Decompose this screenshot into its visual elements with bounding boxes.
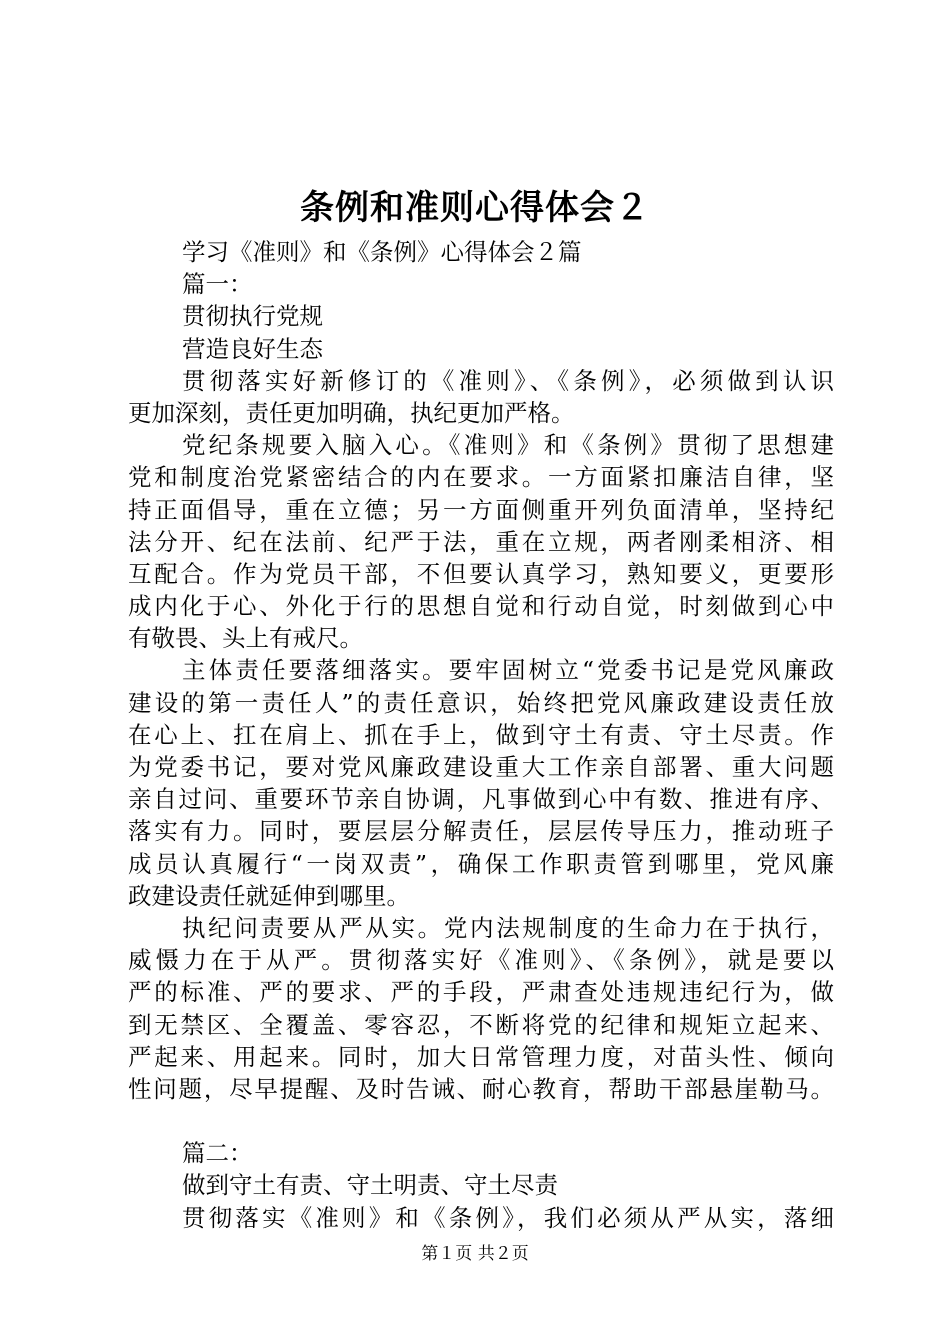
document-body xyxy=(128,236,834,1234)
page-footer: 第１页 共２页 xyxy=(421,1244,529,1264)
text-line: 营造良好生态 xyxy=(182,334,323,363)
text-line: 学习《准则》和《条例》心得体会２篇 xyxy=(182,238,582,266)
text-line: 执纪问责要从严从实。党内法规制度的生命力在于执行， xyxy=(182,913,834,942)
text-line: 成内化于心、外化于行的思想自觉和行动自觉，时刻做到心中 xyxy=(128,592,834,621)
text-line: 党纪条规要入脑入心。《准则》和《条例》贯彻了思想建 xyxy=(182,431,834,460)
text-line: 法分开、纪在法前、纪严于法，重在立规，两者刚柔相济、相 xyxy=(128,527,834,556)
text-line: 主体责任要落细落实。要牢固树立“党委书记是党风廉政 xyxy=(182,656,834,685)
text-line: 做到守土有责、守土明责、守土尽责 xyxy=(182,1171,558,1200)
text-line: 贯彻落实《准则》和《条例》，我们必须从严从实，落细 xyxy=(182,1203,834,1232)
text-line: 政建设责任就延伸到哪里。 xyxy=(128,881,410,910)
paragraph-gap xyxy=(128,1105,834,1137)
text-line: 成员认真履行“一岗双责”，确保工作职责管到哪里，党风廉 xyxy=(128,849,834,878)
text-line: 建设的第一责任人”的责任意识，始终把党风廉政建设责任放 xyxy=(128,688,834,717)
text-line: 更加深刻，责任更加明确，执纪更加严格。 xyxy=(128,398,575,427)
text-line: 持正面倡导，重在立德；另一方面侧重开列负面清单，坚持纪 xyxy=(128,495,834,524)
text-line: 互配合。作为党员干部，不但要认真学习，熟知要义，更要形 xyxy=(128,559,834,588)
text-line: 篇一： xyxy=(182,270,253,299)
text-line: 落实有力。同时，要层层分解责任，层层传导压力，推动班子 xyxy=(128,817,834,846)
text-line: 党和制度治党紧密结合的内在要求。一方面紧扣廉洁自律，坚 xyxy=(128,463,834,492)
text-line: 性问题，尽早提醒、及时告诫、耐心教育，帮助干部悬崖勒马。 xyxy=(128,1074,834,1103)
text-line: 严的标准、严的要求、严的手段，严肃查处违规违纪行为，做 xyxy=(128,978,834,1007)
text-line: 到无禁区、全覆盖、零容忍，不断将党的纪律和规矩立起来、 xyxy=(128,1010,834,1039)
text-line: 为党委书记，要对党风廉政建设重大工作亲自部署、重大问题 xyxy=(128,753,834,781)
text-line: 有敬畏、头上有戒尺。 xyxy=(128,624,363,653)
text-line: 在心上、扛在肩上、抓在手上，做到守土有责、守土尽责。作 xyxy=(128,720,834,749)
text-line: 贯彻落实好新修订的《准则》、《条例》，必须做到认识 xyxy=(182,366,834,395)
text-line: 严起来、用起来。同时，加大日常管理力度，对苗头性、倾向 xyxy=(128,1042,834,1071)
text-line: 亲自过问、重要环节亲自协调，凡事做到心中有数、推进有序、 xyxy=(128,785,834,814)
text-line: 篇二： xyxy=(182,1139,253,1168)
text-line: 威慑力在于从严。贯彻落实好《准则》、《条例》，就是要以 xyxy=(128,946,834,975)
document-title: 条例和准则心得体会２ xyxy=(300,188,650,228)
text-line: 贯彻执行党规 xyxy=(182,302,323,331)
